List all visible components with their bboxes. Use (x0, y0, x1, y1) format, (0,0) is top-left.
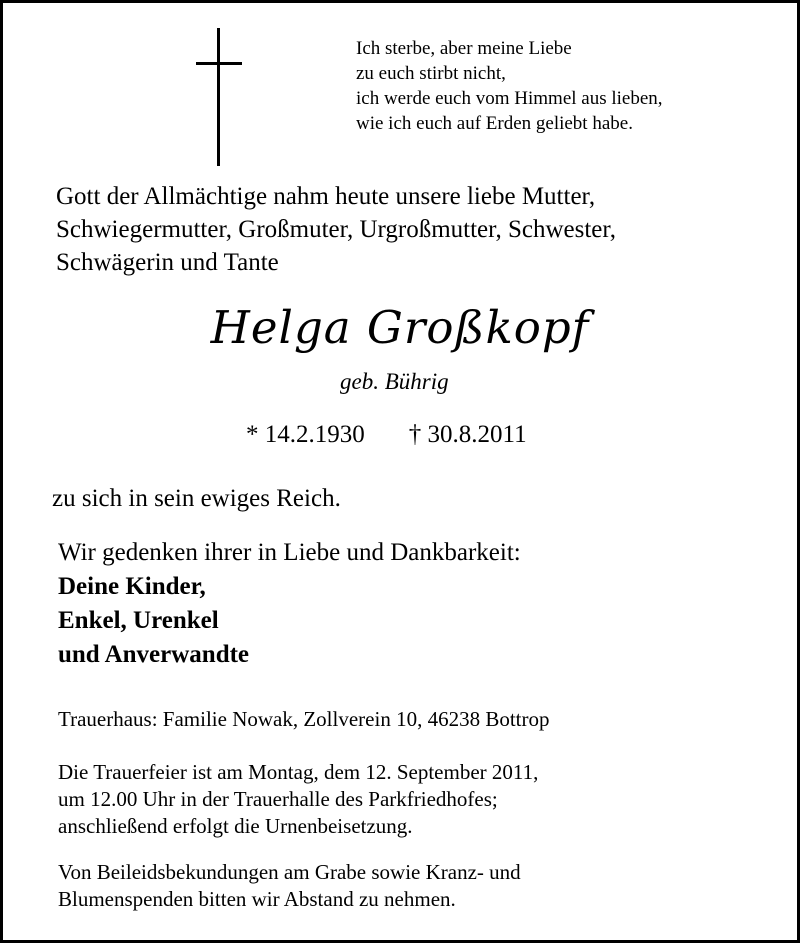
funeral-line: um 12.00 Uhr in der Trauerhalle des Parkfriedhofes; (58, 787, 498, 811)
funeral-line: anschließend erfolgt die Urnenbeisetzung. (58, 814, 413, 838)
poem-line: ich werde euch vom Himmel aus lieben, (356, 88, 663, 109)
condolence-note (58, 859, 521, 913)
maiden-name: geb. Bührig (340, 369, 449, 394)
deceased-name: Helga Großkopf (210, 301, 590, 354)
poem-line: wie ich euch auf Erden geliebt habe. (356, 113, 633, 134)
memory-section (58, 536, 521, 672)
cross-icon (196, 28, 242, 166)
mourner-line: Enkel, Urenkel (58, 607, 219, 634)
intro-line: Schwiegermutter, Großmuter, Urgroßmutter, Schwester, (56, 216, 616, 243)
death-date: † 30.8.2011 (408, 421, 527, 448)
life-dates (246, 418, 527, 452)
condolence-line: Von Beileidsbekundungen am Grabe sowie Kranz- und (58, 860, 521, 884)
mourner-line: Deine Kinder, (58, 573, 206, 600)
birth-date: * 14.2.1930 (246, 421, 365, 448)
condolence-line: Blumenspenden bitten wir Abstand zu nehmen. (58, 887, 456, 911)
funeral-line: Die Trauerfeier ist am Montag, dem 12. September 2011, (58, 760, 539, 784)
mourner-line: und Anverwandte (58, 641, 250, 668)
poem-line: Ich sterbe, aber meine Liebe (356, 38, 572, 59)
intro-line: Gott der Allmächtige nahm heute unsere liebe Mutter, (56, 183, 596, 210)
intro-text (56, 180, 616, 279)
poem-line: zu euch stirbt nicht, (356, 63, 506, 84)
intro-line: Schwägerin und Tante (56, 249, 279, 276)
memory-line: Wir gedenken ihrer in Liebe und Dankbarkeit: (58, 539, 521, 566)
reich-line: zu sich in sein ewiges Reich. (52, 485, 341, 512)
poem-verse (356, 36, 663, 136)
trauerhaus-address: Trauerhaus: Familie Nowak, Zollverein 10, 46238 Bottrop (58, 707, 550, 731)
funeral-info (58, 759, 538, 840)
